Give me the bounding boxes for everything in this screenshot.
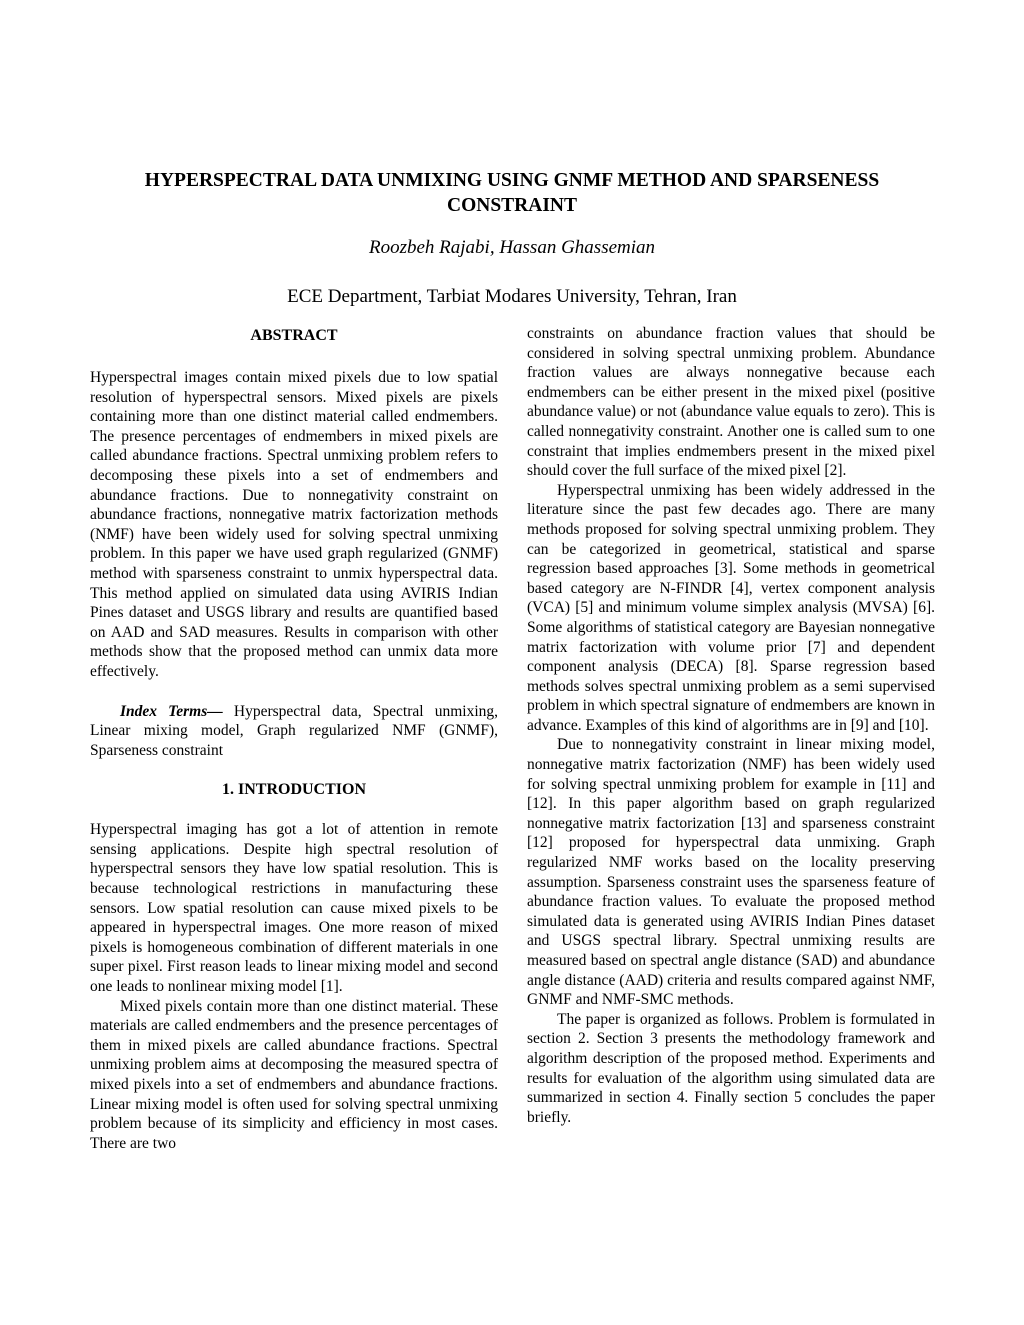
- left-column: [90, 324, 498, 1153]
- intro-paragraph: Mixed pixels contain more than one distinct material. These materials are called endmembers and the presence percentages of them in mixed pixels are called abundance fractions. Spectral unmixing problem aims at decomposing the measured spectra of mixed pixels into a set of endmembers and abundance fractions. Linear mixing model is often used for solving spectral unmixing problem because of its simplicity and efficiency in most cases. There are two: [90, 997, 498, 1152]
- index-terms-text: Hyperspectral data, Spectral unmixing, Linear mixing model, Graph regularized NMF (GNMF), Sparseness constraint: [90, 702, 499, 759]
- index-terms-label: Index Terms—: [120, 702, 223, 720]
- abstract-heading: ABSTRACT: [250, 327, 338, 344]
- intro-paragraph: Hyperspectral unmixing has been widely addressed in the literature since the past few decades ago. There are many methods proposed for solving spectral unmixing problem. They can be categorized in geometrical, statistical and sparse regression based approaches [3]. Some methods in geometrical based category are N-FINDR [4], vertex component analysis (VCA) [5] and minimum volume simplex analysis (MVSA) [6]. Some algorithms of statistical category are Bayesian nonnegative matrix factorization with volume prior [7] and dependent component analysis (DECA) [8]. Sparse regression based methods solves spectral unmixing problem as a semi supervised problem in which spectral signature of endmembers are known in advance. Examples of this kind of algorithms are in [9] and [10].: [527, 481, 935, 734]
- intro-paragraph: The paper is organized as follows. Problem is formulated in section 2. Section 3 presents the methodology framework and algorithm description of the proposed method. Experiments and results for evaluation of the algorithm using simulated data are summarized in section 4. Finally section 5 concludes the paper briefly.: [527, 1010, 935, 1126]
- intro-paragraph: Hyperspectral imaging has got a lot of attention in remote sensing applications. Despite high spectral resolution of hyperspectral sensors they have low spatial resolution. This is because technological restrictions in manufacturing these sensors. Low spatial resolution can cause mixed pixels to be appeared in hyperspectral images. One more reason of mixed pixels is homogeneous combination of different materials in one super pixel. First reason leads to linear mixing model and second one leads to nonlinear mixing model [1].: [90, 821, 498, 996]
- right-column: [527, 324, 935, 1127]
- paper-affiliation: ECE Department, Tarbiat Modares University, Tehran, Iran: [287, 286, 737, 307]
- intro-paragraph: Due to nonnegativity constraint in linear mixing model, nonnegative matrix factorization (NMF) has been widely used for solving spectral unmixing problem for example in [11] and [12]. In this paper algorithm based on graph regularized nonnegative matrix factorization [13] and sparseness constraint [12] proposed for hyperspectral data unmixing. Graph regularized NMF works based on the locality preserving assumption. Sparseness constraint uses the sparseness feature of abundance fraction values. To evaluate the proposed method simulated data is generated using AVIRIS Indian Pines dataset and USGS spectral library. Spectral unmixing results are measured based on spectral angle distance (SAD) and abundance angle distance (AAD) criteria and results compared against NMF, GNMF and NMF-SMC methods.: [527, 736, 935, 1009]
- intro-paragraph: constraints on abundance fraction values that should be considered in solving spectral unmixing problem. Abundance fraction values are always nonnegative because each endmembers can be either present in the mixed pixel (positive abundance value) or not (abundance value equals to zero). This is called nonnegativity constraint. Another one is called sum to one constraint that implies endmembers present in the mixed pixel should cover the full surface of the mixed pixel [2].: [527, 325, 935, 480]
- introduction-heading: 1. INTRODUCTION: [221, 781, 366, 799]
- abstract-text: Hyperspectral images contain mixed pixels due to low spatial resolution of hyperspectral sensors. Mixed pixels are pixels containing more than one distinct material called endmembers. The presence percentages of endmembers in mixed pixels are called abundance fractions. Spectral unmixing problem refers to decomposing these pixels into a set of endmembers and abundance fractions. Due to nonnegativity constraint on abundance fractions, nonnegative matrix factorization methods (NMF) have been widely used for solving spectral unmixing problem. In this paper we have used graph regularized (GNMF) method with sparseness constraint to unmix hyperspectral data. This method applied on simulated data using AVIRIS Indian Pines dataset and USGS library and results are quantified based on AAD and SAD measures. Results in comparison with other methods show that the proposed method can unmix data more effectively.: [90, 369, 498, 680]
- paper-title: HYPERSPECTRAL DATA UNMIXING USING GNMF METHOD AND SPARSENESS CONSTRAINT: [144, 170, 880, 216]
- paper-authors: Roozbeh Rajabi, Hassan Ghassemian: [368, 237, 656, 258]
- index-terms: [90, 702, 498, 761]
